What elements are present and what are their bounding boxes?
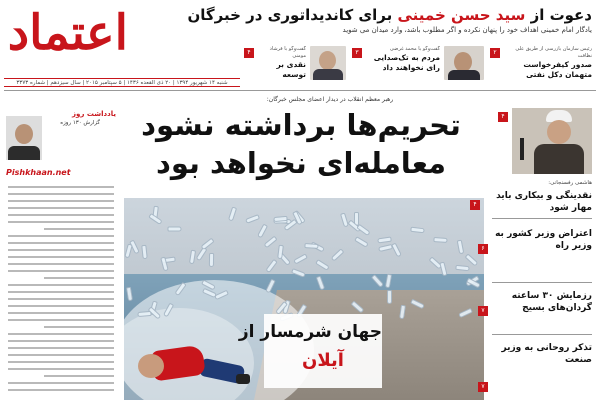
right-story-sup: هاشمی رفسنجانی:	[548, 180, 592, 186]
strip-item-3[interactable]	[256, 46, 306, 80]
strip-item-1[interactable]	[500, 46, 592, 80]
bottle-shape	[457, 240, 465, 255]
cartoon-illustration[interactable]	[124, 198, 484, 400]
bottle-shape	[228, 207, 237, 222]
page-badge: ۶	[478, 244, 488, 254]
text-line	[8, 207, 114, 209]
text-line	[8, 319, 114, 321]
bottle-shape	[293, 253, 308, 264]
bottle-shape	[455, 265, 469, 271]
top-story-prefix: دعوت از	[530, 6, 592, 24]
page-badge: ۷	[478, 306, 488, 316]
strip-photo-2	[444, 46, 484, 80]
text-line	[8, 305, 114, 307]
text-line	[8, 354, 114, 356]
text-line	[8, 186, 114, 188]
bottle-shape	[124, 244, 132, 259]
left-column-subtitle: گزارش ۱۳۰ روزه	[60, 120, 100, 126]
bottle-shape	[304, 243, 318, 249]
strip-item-2[interactable]	[364, 46, 440, 80]
text-line	[8, 298, 114, 300]
bottle-shape	[331, 248, 345, 261]
text-line	[8, 333, 114, 335]
right-story-4[interactable]: تذکر روحانی به وزیر صنعت	[501, 343, 592, 365]
lead-line: رهبر معظم انقلاب در دیدار اعضای مجلس خبرگان:	[266, 96, 394, 103]
top-story-suffix: برای کاندیداتوری در خبرگان	[187, 6, 393, 24]
bottle-shape	[200, 238, 214, 251]
strip-item-sup: رئیس سازمان بازرسی از طریق علی نظافت	[515, 46, 592, 59]
text-line	[8, 214, 114, 216]
cartoon-caption-2: آیلان	[302, 350, 344, 371]
right-divider	[492, 282, 592, 283]
left-column-title[interactable]: یادداشت روز	[72, 110, 116, 118]
newspaper-logo: اعتماد	[7, 5, 128, 61]
top-story-headline[interactable]	[187, 6, 592, 24]
bottle-shape	[433, 237, 447, 243]
bottle-shape	[378, 244, 393, 252]
bottle-shape	[209, 253, 214, 267]
bottle-shape	[257, 224, 268, 239]
text-line	[8, 263, 114, 265]
page-badge: ۴	[470, 200, 480, 210]
text-line	[8, 361, 114, 363]
main-headline-line-2[interactable]: معامله‌ای نخواهد بود	[155, 146, 447, 180]
strip-item-title: مردم به تک‌صدایی رای نخواهند داد	[373, 53, 440, 72]
bottle-shape	[356, 224, 370, 236]
text-line	[8, 340, 114, 342]
bottle-shape	[189, 250, 196, 265]
text-line	[8, 270, 114, 272]
cartoon-caption-1: جهان شرمسار از	[238, 322, 382, 342]
boy-shoe	[236, 374, 250, 384]
text-line	[8, 249, 114, 251]
bottle-shape	[387, 290, 392, 304]
right-story-1[interactable]: نقدینگی و بیکاری باید مهار شود	[496, 191, 592, 213]
watermark-text: Pishkhaan.net	[6, 168, 71, 177]
text-line	[8, 193, 114, 195]
text-line	[44, 326, 114, 328]
page-badge: ۴	[244, 48, 254, 58]
bottle-shape	[377, 237, 392, 244]
strip-item-title: نقدی بر توسعه	[276, 60, 306, 79]
page-badge: ۷	[478, 382, 488, 392]
bottle-shape	[245, 214, 260, 224]
page-badge: ۳	[352, 48, 362, 58]
strip-item-sup: گفت‌وگو با فرشاد مومنی	[269, 46, 306, 59]
text-line	[44, 375, 114, 377]
right-column-photo	[512, 108, 592, 174]
text-line	[8, 389, 114, 391]
text-line	[8, 312, 114, 314]
header-divider	[4, 90, 596, 91]
bottle-shape	[391, 243, 402, 258]
bottle-shape	[141, 245, 147, 259]
right-story-3[interactable]: رزمایش ۳۰ ساعته گردان‌های بسیج	[511, 291, 592, 313]
text-line	[44, 228, 114, 230]
text-line	[8, 235, 114, 237]
right-divider	[492, 334, 592, 335]
bottle-shape	[263, 236, 277, 249]
right-divider	[492, 218, 592, 219]
text-line	[8, 200, 114, 202]
left-column	[0, 104, 120, 400]
bottle-shape	[354, 236, 369, 247]
text-line	[8, 221, 114, 223]
text-line	[8, 382, 114, 384]
date-line: شنبه ۱۴ شهریور ۱۳۹۴ | ۲۰ ذی القعده ۱۴۳۶ | ۵ سپتامبر ۲۰۱۵ | سال سیزدهم | شماره ۳۳۷۳	[4, 78, 240, 87]
columnist-portrait	[6, 116, 42, 160]
text-line	[8, 256, 114, 258]
strip-item-title: صدور کیفرخواست متهمان دکل نفتی	[523, 60, 592, 79]
bottle-shape	[315, 259, 330, 271]
bottle-shape	[410, 227, 425, 234]
bottle-shape	[340, 213, 349, 228]
text-line	[8, 368, 114, 370]
page-badge: ۲	[490, 48, 500, 58]
bottle-shape	[265, 259, 277, 273]
bottle-shape	[465, 253, 479, 266]
main-headline-line-1[interactable]: تحریم‌ها برداشته نشود	[141, 108, 461, 142]
text-line	[8, 284, 114, 286]
strip-item-sup: گفت‌وگو با محمد غرضی	[389, 46, 440, 52]
page-badge: ۴	[498, 112, 508, 122]
text-line	[8, 291, 114, 293]
top-story-sub: یادگار امام خمینی اهداف خود را پنهان نکرده و اگر مطلوب باشد، وارد میدان می شوید	[342, 26, 592, 34]
right-story-2[interactable]: اعتراض وزیر کشور به وزیر راه	[495, 229, 592, 251]
strip-photo-3	[310, 46, 346, 80]
text-line	[8, 242, 114, 244]
boy-head	[138, 354, 164, 378]
bottle-shape	[168, 227, 182, 232]
text-line	[8, 347, 114, 349]
top-story-name: سید حسن خمینی	[397, 6, 526, 24]
text-line	[44, 277, 114, 279]
